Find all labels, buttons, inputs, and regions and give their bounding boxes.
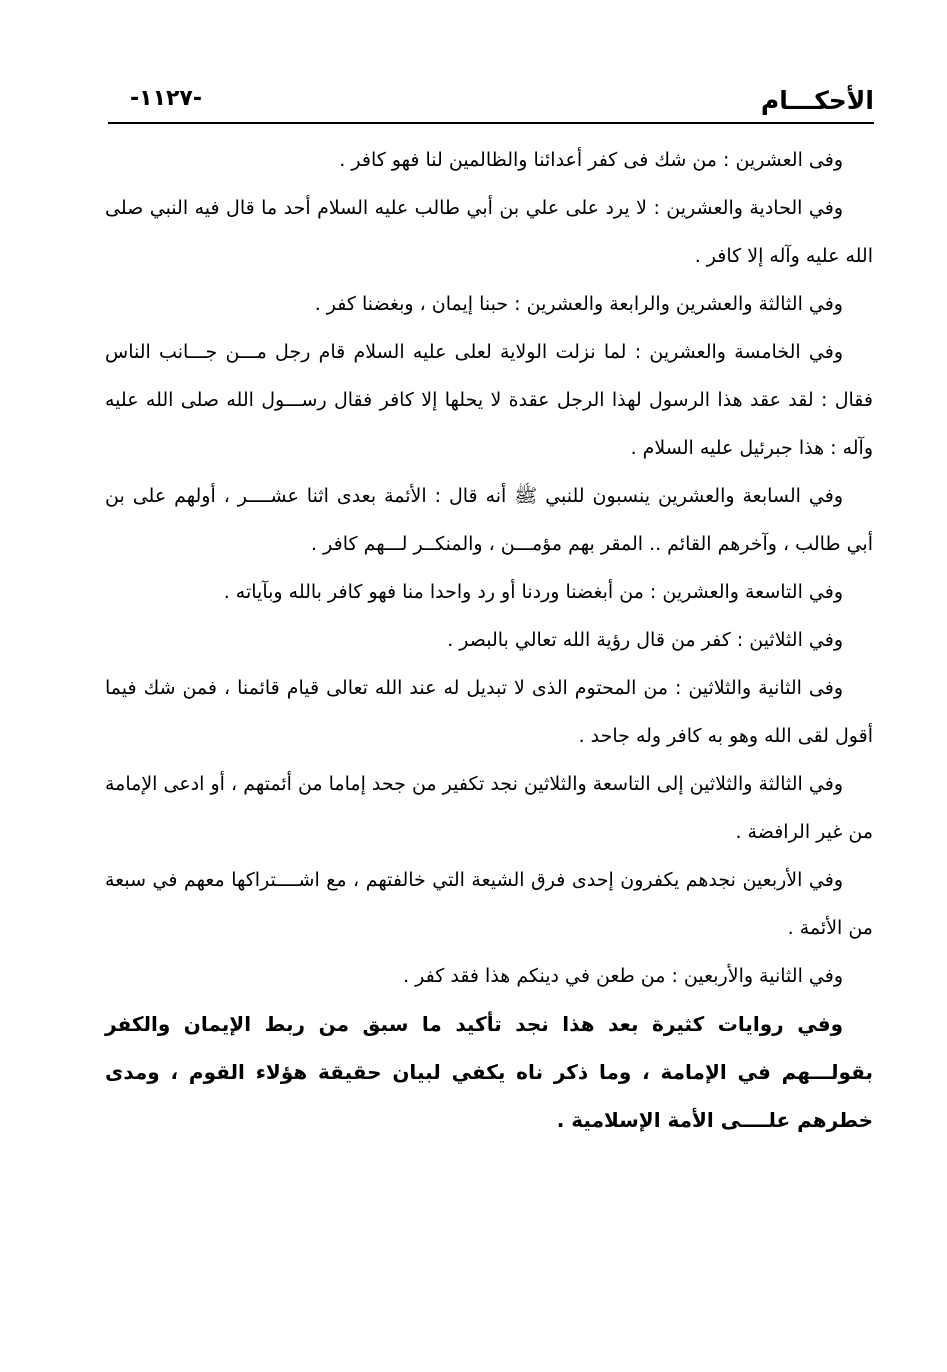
running-title: الأحكـــام <box>760 86 874 115</box>
page-header <box>108 78 874 124</box>
paragraph-40: وفي الأربعين نجدهم يكفرون إحدى فرق الشيعة التي خالفتهم ، مع اشــــتراكها معهم في سبعة من الأئمة . <box>105 869 873 939</box>
paragraph-27: وفي السابعة والعشرين ينسبون للنبي ﷺ أنه قال : الأئمة بعدى اثنا عشــــر ، أولهم على بن أبي طالب ، وآخرهم القائم .. المقر بهم مؤمـــن ، والمنكــر لـــهم كافر . <box>105 485 873 555</box>
paragraph-29: وفي التاسعة والعشرين : من أبغضنا وردنا أو رد واحدا منا فهو كافر بالله وبآياته . <box>223 581 843 603</box>
paragraph-42: وفي الثانية والأربعين : من طعن في دينكم هذا فقد كفر . <box>403 965 843 987</box>
paragraph-30: وفي الثلاثين : كفر من قال رؤية الله تعالي بالبصر . <box>447 629 843 651</box>
paragraph-23-24: وفي الثالثة والعشرين والرابعة والعشرين : حبنا إيمان ، وبغضنا كفر . <box>314 293 843 315</box>
paragraph-20: وفى العشرين : من شك فى كفر أعدائنا والظالمين لنا فهو كافر . <box>339 149 843 171</box>
paragraph-21: وفي الحادية والعشرين : لا يرد على علي بن أبي طالب عليه السلام أحد ما قال فيه النبي صلى الله عليه وآله إلا كافر . <box>105 197 873 267</box>
header-divider <box>108 122 874 124</box>
closing-paragraph: وفي روايات كثيرة بعد هذا نجد تأكيد ما سبق من ربط الإيمان والكفر بقولـــهم في الإمامة ، وما ذكر ناه يكفي لبيان حقيقة هؤلاء القوم ، ومدى خطرهم علــــى الأمة الإسلامية . <box>105 1012 873 1132</box>
paragraph-32: وفى الثانية والثلاثين : من المحتوم الذى لا تبديل له عند الله تعالى قيام قائمنا ، فمن شك فيما أقول لقى الله وهو به كافر وله جاحد . <box>105 677 873 747</box>
paragraph-33-39: وفي الثالثة والثلاثين إلى التاسعة والثلاثين نجد تكفير من جحد إماما من أئمتهم ، أو ادعى الإمامة من غير الرافضة . <box>105 773 873 843</box>
body-text <box>105 136 873 1144</box>
page-number: -١١٢٧- <box>130 86 202 111</box>
paragraph-25: وفي الخامسة والعشرين : لما نزلت الولاية لعلى عليه السلام قام رجل مـــن جـــانب الناس فقال : لقد عقد هذا الرسول لهذا الرجل عقدة لا يحلها إلا كافر فقال رســـول الله صلى الله عليه وآله : هذا جبرئيل عليه السلام . <box>105 341 873 459</box>
